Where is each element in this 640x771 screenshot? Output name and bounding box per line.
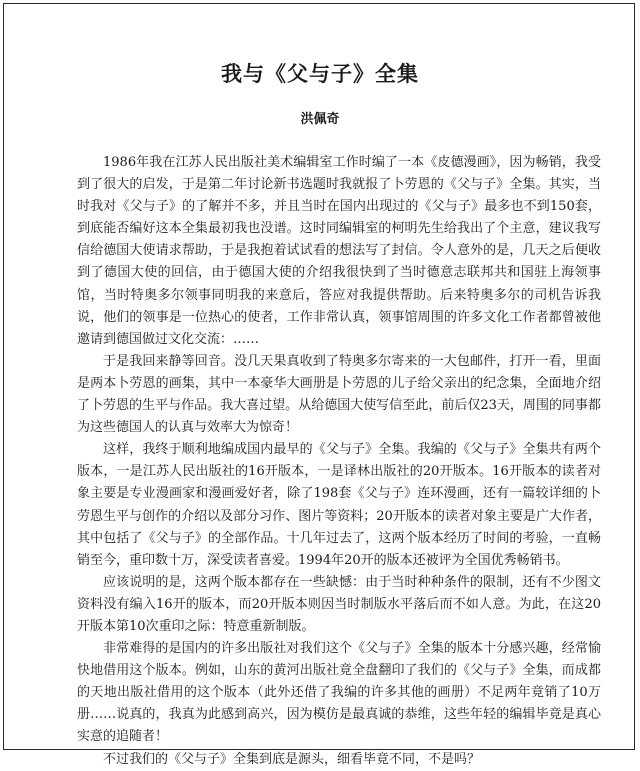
paragraph: 应该说明的是，这两个版本都存在一些缺憾：由于当时种种条件的限制，还有不少图文资料没有编入16开的版本，而20开版本则因当时制版水平落后而不如人意。为此，在这20开版本第10次重印之际：特意重新制版。	[77, 574, 601, 634]
paragraph: 于是我回来静等回音。没几天果真收到了特奥多尔寄来的一大包邮件，打开一看，里面是两本卜劳恩的画集，其中一本豪华大画册是卜劳恩的儿子给父亲出的纪念集，全面地介绍了卜劳恩的生平与作品。我大喜过望。从给德国大使写信至此，前后仅23天，周围的同事都为这些德国人的认真与效率大为惊奇！	[77, 353, 601, 436]
paragraph: 这样，我终于顺利地编成国内最早的《父与子》全集。我编的《父与子》全集共有两个版本，一是江苏人民出版社的16开版本，一是译林出版社的20开版本。16开版本的读者对象主要是专业漫画家和漫画爱好者，除了198套《父与子》连环漫画，还有一篇较详细的卜劳恩生平与创作的介绍以及部分习作、图片等资料；20开版本的读者对象主要是广大作者，其中包括了《父与子》的全部作品。十几年过去了，这两个版本经历了时间的考验，一直畅销至今，重印数十万，深受读者喜爱。1994年20开的版本还被评为全国优秀畅销书。	[77, 442, 601, 568]
paragraph: 非常难得的是国内的许多出版社对我们这个《父与子》全集的版本十分感兴趣，经常愉快地借用这个版本。例如，山东的黄河出版社竟全盘翻印了我们的《父与子》全集，而成都的天地出版社借用的这个版本（此外还借了我编的许多其他的画册）不足两年竟销了10万册……说真的，我真为此感到高兴，因为模仿是最真诚的恭维，这些年轻的编辑毕竟是真心实意的追随者！	[77, 641, 601, 745]
page-title: 我与《父与子》全集	[221, 61, 419, 86]
article-body	[77, 152, 601, 771]
paragraph: 不过我们的《父与子》全集到底是源头，细看毕竟不同，不是吗？	[103, 751, 481, 767]
paragraph: 1986年我在江苏人民出版社美术编辑室工作时编了一本《皮德漫画》，因为畅销，我受到了很大的启发，于是第二年讨论新书选题时我就报了卜劳恩的《父与子》全集。其实，当时我对《父与子》的了解并不多，并且当时在国内出现过的《父与子》最多也不到150套，到底能否编好这本全集最初我也没谱。这时同编辑室的柯明先生给我出了个主意，建议我写信给德国大使请求帮助，于是我抱着试试看的想法写了封信。令人意外的是，几天之后便收到了德国大使的回信，由于德国大使的介绍我很快到了当时德意志联邦共和国驻上海领事馆，当时特奥多尔领事同明我的来意后，答应对我提供帮助。后来特奥多尔的司机告诉我说，他们的领事是一位热心的使者，工作非常认真，领事馆周围的许多文化工作者都曾被他邀请到德国做过文化交流：……	[77, 155, 601, 347]
author-name: 洪佩奇	[300, 112, 340, 127]
